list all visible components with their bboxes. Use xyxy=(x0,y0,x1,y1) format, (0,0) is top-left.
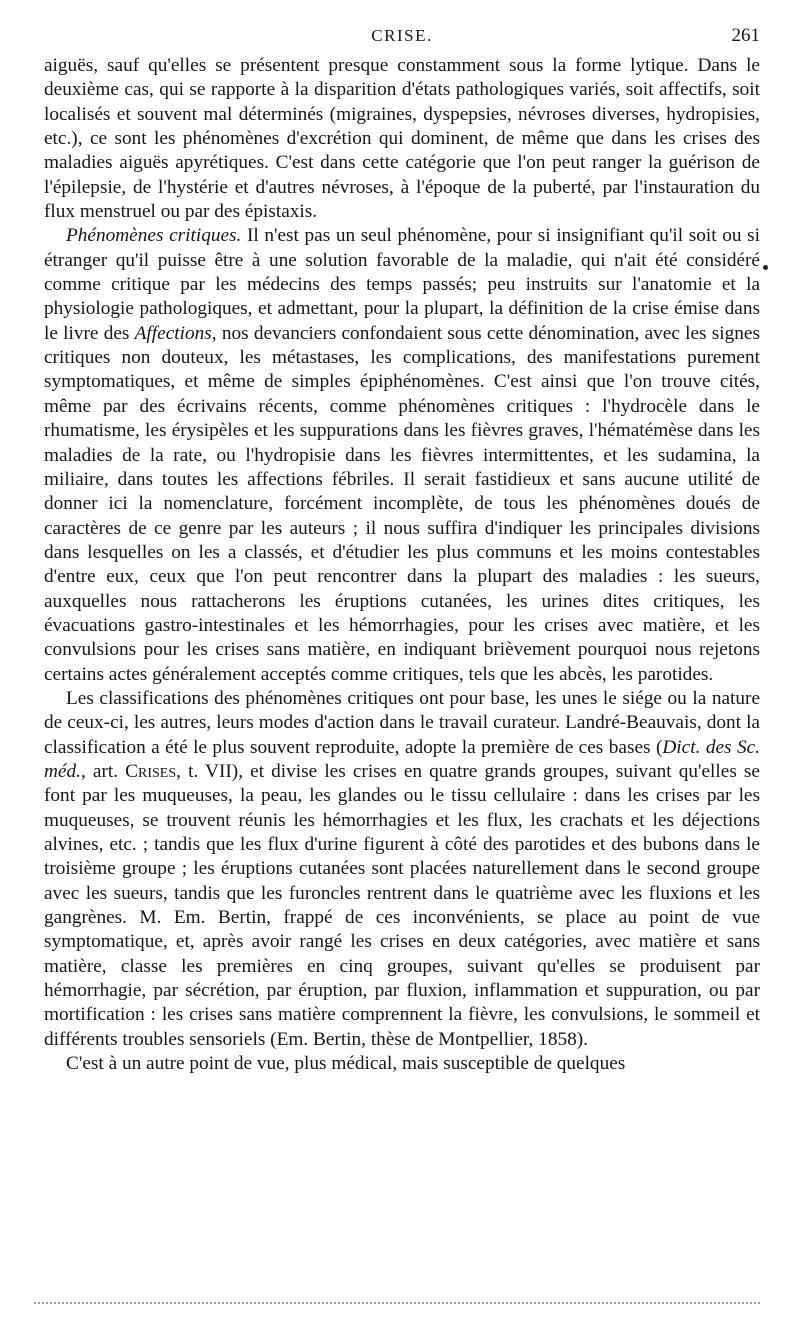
paragraph xyxy=(44,1052,760,1076)
text-run: Il n'est pas un seul phénomène, pour si insignifiant qu'il soit ou si étranger qu'il puisse être à une solution favorable de la maladie, qui n'ait été considéré comme critique par les médecins des temps passés; peu instruits sur l'anatomie et la physiologie pathologiques, et admettant, pour la plupart, la définition de la crise émise dans le livre des xyxy=(44,225,760,344)
citation-title: Dict. des Sc. méd. xyxy=(44,736,760,782)
page-number: 261 xyxy=(731,25,760,46)
text-run: , t. VII), et divise les crises en quatre grands groupes, suivant qu'elles se font par les muqueuses, la peau, les glandes ou le tissu cellulaire : dans les crises par les muqueuses, se trouvent réunis les hémorrhagies et les flux, les crachats et les déjections alvines, etc. ; tandis que les flux d'urine figurent à côté des parotides et des bubons dans le troisième groupe ; les éruptions cutanées sont placées naturellement dans le second groupe avec les sueurs, tandis que les furoncles rentrent dans le quatrième avec les fluxions et les gangrènes. M. Em. Bertin, frappé de ces inconvénients, se place au point de vue symptomatique, et, après avoir rangé les crises en deux catégories, avec matière et sans matière, classe les premières en cinq groupes, suivant qu'elles se produisent par hémorrhagie, par sécrétion, par éruption, par fluxion, inflammation et suppuration, ou par mortification : les crises sans matière comprennent la fièvre, les convulsions, le sommeil et différents troubles sensoriels (Em. Bertin, thèse de Montpellier, 1858). xyxy=(44,760,760,1050)
text-run: , nos devanciers confondaient sous cette dénomination, avec les signes critiques non douteux, les métastases, les complications, des manifestations purement symptomatiques, et même de simples épiphénomènes. C'est ainsi que l'on trouve cités, même par des écrivains récents, comme phénomènes critiques : l'hydrocèle dans le rhumatisme, les érysipèles et les suppurations dans les fièvres graves, l'hématémèse dans les maladies de la rate, ou l'hydropisie dans les fièvres intermittentes, et les sudamina, la miliaire, dans toutes les affections fébriles. Il serait fastidieux et sans aucune utilité de donner ici la nomenclature, forcément incomplète, de tous les phénomènes doués de caractères de ce genre par les auteurs ; il nous suffira d'indiquer les principales divisions dans lesquelles on les a classés, et d'étudier les plus communs et les moins contestables d'entre eux, ceux que l'on peut rencontrer dans la plupart des maladies : les sueurs, auxquelles nous rattacherons les éruptions cutanées, les urines dites critiques, les évacuations gastro-intestinales et les hémorrhagies, pour les crises avec matière, et les convulsions pour les crises sans matière, en indiquant brièvement pourquoi nous rejetons certains actes généralement acceptés comme critiques, tels que les abcès, les parotides. xyxy=(44,322,760,685)
text-run: , art. xyxy=(80,760,126,782)
paragraph xyxy=(44,224,760,687)
italic-title: Affections xyxy=(134,322,212,344)
running-title: CRISE. xyxy=(371,26,433,45)
book-page xyxy=(44,22,760,1076)
margin-ink-speck xyxy=(763,265,768,270)
paragraph xyxy=(44,687,760,1052)
bottom-dotted-rule xyxy=(34,1302,760,1304)
text-run: aiguës, sauf qu'elles se présentent presque constamment sous la forme lytique. Dans le deuxième cas, qui se rapporte à la disparition d'états pathologiques variés, soit affectifs, soit localisés et souvent mal déterminés (migraines, dyspepsies, névroses diverses, hydropisies, etc.), ce sont les phénomènes d'excrétion qui dominent, de même que dans les crises des maladies aiguës apyrétiques. C'est dans cette catégorie que l'on peut ranger la guérison de l'épilepsie, de l'hystérie et d'autres névroses, à l'époque de la puberté, par l'instauration du flux menstruel ou par des épistaxis. xyxy=(44,55,760,223)
paragraph xyxy=(44,54,760,224)
section-heading: Phénomènes critiques. xyxy=(66,225,242,247)
text-run: Les classifications des phénomènes critiques ont pour base, les unes le siége ou la nature de ceux-ci, les autres, leurs modes d'action dans le travail curateur. Landré-Beauvais, dont la classification a été le plus souvent reproduite, adopte la première de ces bases ( xyxy=(44,687,760,758)
article-name: Crises xyxy=(125,760,177,782)
running-header xyxy=(44,22,760,54)
text-run: C'est à un autre point de vue, plus médical, mais susceptible de quelques xyxy=(66,1053,626,1075)
